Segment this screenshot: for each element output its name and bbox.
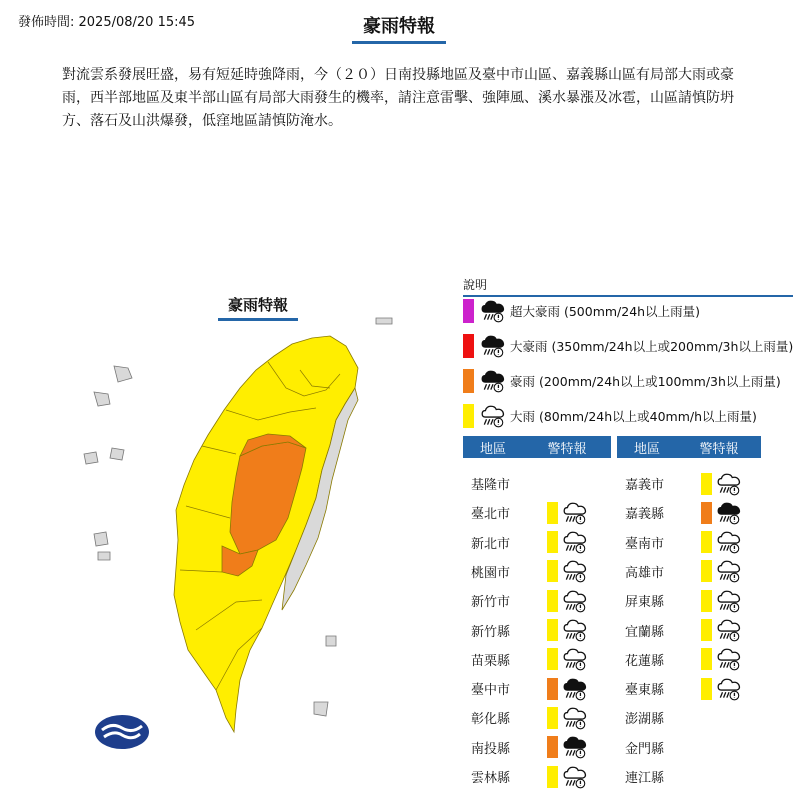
region-name: 金門縣 xyxy=(625,741,665,757)
table-row xyxy=(463,674,588,703)
table-row xyxy=(463,762,588,791)
region-name: 嘉義縣 xyxy=(625,507,665,523)
table-row xyxy=(617,762,695,791)
heavy-rain-icon xyxy=(562,529,588,555)
alert-level-bar xyxy=(547,678,558,700)
legend-heading: 說明 xyxy=(463,276,793,297)
table-row xyxy=(617,586,742,615)
extremely-torrential-rain-icon xyxy=(480,333,506,359)
alert-level-bar xyxy=(701,502,712,524)
legend-swatch xyxy=(463,299,474,323)
region-name: 臺中市 xyxy=(471,683,511,699)
region-name: 臺南市 xyxy=(625,536,665,552)
col-region-header: 地區 xyxy=(633,441,660,457)
heavy-rain-icon xyxy=(716,558,742,584)
table-row xyxy=(463,528,588,557)
heavy-rain-icon xyxy=(562,588,588,614)
region-name: 彰化縣 xyxy=(471,712,511,728)
alert-level-bar xyxy=(701,531,712,553)
penghu-island xyxy=(110,448,124,460)
table-row xyxy=(617,498,742,527)
penghu-island xyxy=(98,552,110,560)
table-row xyxy=(617,733,695,762)
alert-level-bar xyxy=(701,619,712,641)
table-row xyxy=(617,528,742,557)
alert-level-bar xyxy=(547,531,558,553)
heavy-rain-icon xyxy=(716,676,742,702)
heavy-rain-icon xyxy=(480,403,506,429)
alert-level-bar xyxy=(701,590,712,612)
region-name: 高雄市 xyxy=(625,565,665,581)
region-name: 新竹縣 xyxy=(471,624,511,640)
alert-level-bar xyxy=(547,736,558,758)
legend-label: 大豪雨 (350mm/24h以上或200mm/3h以上雨量) xyxy=(510,339,794,354)
alert-level-bar xyxy=(701,648,712,670)
region-name: 澎湖縣 xyxy=(625,712,665,728)
issue-time: 發佈時間: 2025/08/20 15:45 xyxy=(18,15,196,30)
heavy-rain-icon xyxy=(716,588,742,614)
legend-swatch xyxy=(463,334,474,358)
cwa-logo xyxy=(94,714,150,750)
heavy-rain-icon xyxy=(562,617,588,643)
table-row xyxy=(617,469,742,498)
taiwan-map xyxy=(0,270,450,740)
alert-level-bar xyxy=(547,766,558,788)
legend-swatch xyxy=(463,404,474,428)
region-name: 苗栗縣 xyxy=(471,653,511,669)
table-row xyxy=(463,645,588,674)
alert-level-bar xyxy=(547,707,558,729)
table-row xyxy=(617,616,742,645)
region-name: 嘉義市 xyxy=(625,478,665,493)
page-title: 豪雨特報 xyxy=(352,12,446,44)
torrential-rain-icon xyxy=(480,368,506,394)
super-torrential-rain-icon xyxy=(480,298,506,324)
alert-level-bar xyxy=(547,502,558,524)
heavy-rain-icon xyxy=(562,646,588,672)
table-row xyxy=(617,557,742,586)
warning-description: 對流雲系發展旺盛，易有短延時強降雨，今（２０）日南投縣地區及臺中市山區、嘉義縣山區有局部大雨或豪雨，西半部地區及東半部山區有局部大雨發生的機率，請注意雷擊、強陣風、溪水暴漲及冰雹，山區請慎防坍方、落石及山洪爆發，低窪地區請慎防淹水。 xyxy=(62,67,734,129)
legend-swatch xyxy=(463,369,474,393)
legend-item-extremelyTorrential xyxy=(463,333,793,359)
penghu-island xyxy=(114,366,132,382)
heavy-rain-icon xyxy=(562,764,588,790)
table-row xyxy=(463,498,588,527)
legend-label: 大雨 (80mm/24h以上或40mm/h以上雨量) xyxy=(510,409,757,424)
region-name: 雲林縣 xyxy=(471,771,511,786)
region-name: 桃園市 xyxy=(471,565,511,581)
region-name: 宜蘭縣 xyxy=(625,624,665,640)
penghu-island xyxy=(94,532,108,546)
heavy-rain-icon xyxy=(716,646,742,672)
legend-item-superTorrential xyxy=(463,298,700,324)
alert-level-bar xyxy=(701,560,712,582)
alert-level-bar xyxy=(547,619,558,641)
heavy-rain-icon xyxy=(562,500,588,526)
alert-level-bar xyxy=(547,590,558,612)
region-name: 基隆市 xyxy=(471,478,511,493)
col-region-header: 地區 xyxy=(479,441,506,457)
region-name: 新北市 xyxy=(471,536,511,552)
table-row xyxy=(463,469,541,498)
region-name: 連江縣 xyxy=(625,771,665,786)
legend-label: 超大豪雨 (500mm/24h以上雨量) xyxy=(510,304,700,319)
table-row xyxy=(463,557,588,586)
legend-item-heavy xyxy=(463,403,757,429)
torrential-rain-icon xyxy=(562,734,588,760)
alert-level-bar xyxy=(547,648,558,670)
region-name: 南投縣 xyxy=(471,741,511,757)
region-name: 花蓮縣 xyxy=(625,653,665,669)
heavy-rain-icon xyxy=(716,617,742,643)
region-name: 臺東縣 xyxy=(625,683,665,699)
green-island xyxy=(326,636,336,646)
heavy-rain-icon xyxy=(716,471,742,497)
heavy-rain-icon xyxy=(562,558,588,584)
torrential-rain-icon xyxy=(562,676,588,702)
map-title: 豪雨特報 xyxy=(218,294,298,321)
legend-label: 豪雨 (200mm/24h以上或100mm/3h以上雨量) xyxy=(510,374,781,389)
table-header-left xyxy=(463,436,611,458)
heavy-rain-icon xyxy=(716,529,742,555)
torrential-rain-icon xyxy=(716,500,742,526)
region-name: 屏東縣 xyxy=(625,595,665,611)
table-row xyxy=(463,703,588,732)
alert-level-bar xyxy=(701,678,712,700)
alert-level-bar xyxy=(701,473,712,495)
table-row xyxy=(617,674,742,703)
penghu-island xyxy=(94,392,110,406)
legend-item-torrential xyxy=(463,368,781,394)
col-alert-header: 警特報 xyxy=(547,441,587,457)
turtle-island xyxy=(376,318,392,324)
alert-level-bar xyxy=(547,560,558,582)
table-row xyxy=(617,645,742,674)
region-name: 新竹市 xyxy=(471,595,511,611)
penghu-island xyxy=(84,452,98,464)
table-row xyxy=(463,616,588,645)
table-header-right xyxy=(617,436,761,458)
heavy-rain-icon xyxy=(562,705,588,731)
table-row xyxy=(617,703,695,732)
region-name: 臺北市 xyxy=(471,507,511,523)
table-row xyxy=(463,733,588,762)
col-alert-header: 警特報 xyxy=(699,441,739,457)
orchid-island xyxy=(314,702,328,716)
table-row xyxy=(463,586,588,615)
